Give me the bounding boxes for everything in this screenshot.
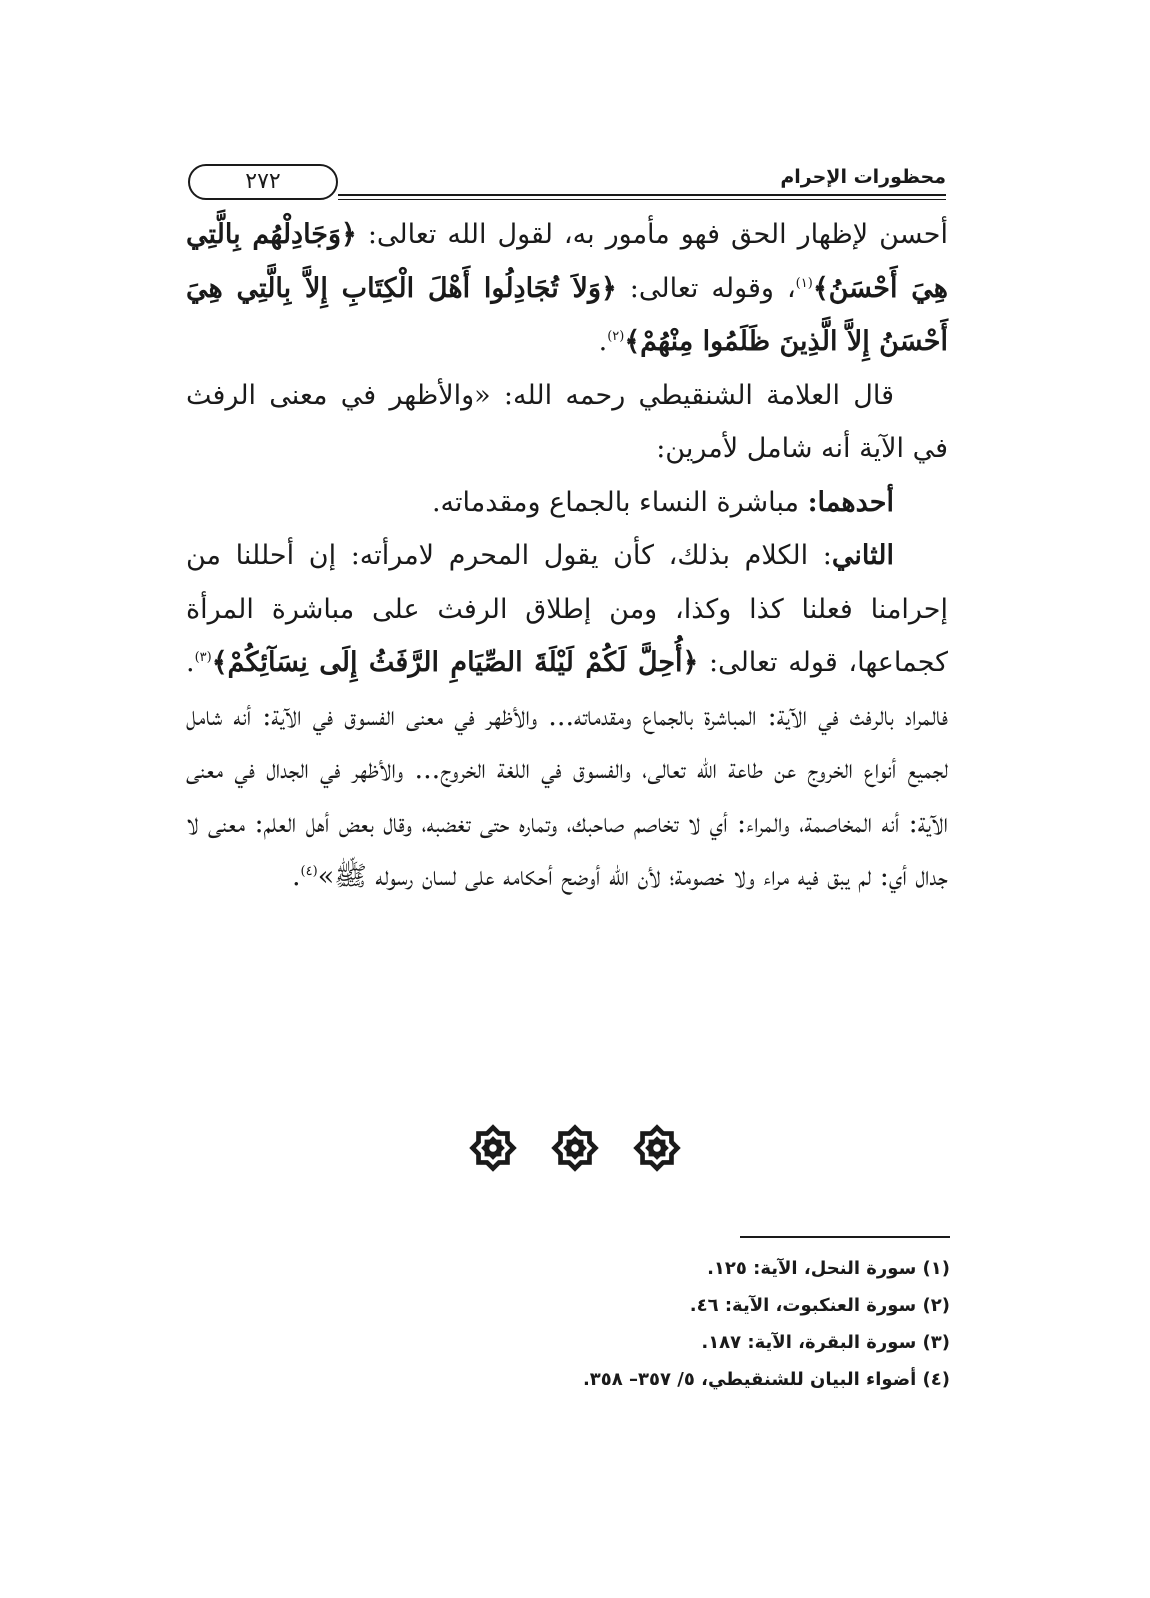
eight-point-star-ornament-icon [465, 1120, 521, 1176]
footnote-2: (٢) سورة العنكبوت، الآية: ٤٦. [689, 1295, 950, 1316]
eight-point-star-ornament-icon [547, 1120, 603, 1176]
body-text [186, 208, 948, 904]
footnotes [350, 1250, 950, 1398]
header-rule-thin [338, 199, 946, 200]
text-run: . فالمراد بالرفث في الآية: المباشرة بالجماع ومقدماته... والأظهر في معنى الفسوق في الآية: أنه شامل لجميع أنواع الخروج عن طاعة الله تعالى، والفسوق في اللغة الخروج... والأظهر في الجدال في معنى الآية: أنه المخاصمة، والمراء: أي لا تخاصم صاحبك، وتماره حتى تغضبه، وقال بعض أهل العلم: معنى لا جدال أي: لم يبق فيه مراء ولا خصومة؛ لأن الله أوضح أحكامه على لسان رسوله ﷺ» [186, 647, 948, 892]
header-rule [338, 194, 946, 196]
text-run: مباشرة النساء بالجماع ومقدماته. [431, 486, 808, 518]
footnote-ref-1[interactable]: (١) [795, 275, 813, 291]
item-label: أحدهما: [807, 486, 894, 518]
quran-quote: ﴿وَلاَ تُجَادِلُوا أَهْلَ الْكِتَابِ إِلاَّ بِالَّتِي هِيَ أَحْسَنُ إِلاَّ الَّذِينَ ظَلَمُوا مِنْهُمْ﴾ [186, 272, 948, 357]
header-title: محظورات الإحرام [780, 166, 946, 188]
paragraph-1 [186, 208, 948, 369]
item-label: الثاني [831, 540, 894, 571]
footnote-1: (١) سورة النحل، الآية: ١٢٥. [707, 1258, 950, 1279]
text-run: أحسن لإظهار الحق فهو مأمور به، لقول الله تعالى: [356, 219, 948, 250]
footnote-4: (٤) أضواء البيان للشنقيطي، ٥/ ٣٥٧– ٣٥٨. [582, 1369, 950, 1390]
footnote-3: (٣) سورة البقرة، الآية: ١٨٧. [701, 1332, 950, 1353]
eight-point-star-ornament-icon [629, 1120, 685, 1176]
page-number: ٢٧٢ [188, 164, 338, 200]
text-run: . [598, 326, 608, 357]
text-run: . [291, 861, 301, 892]
footnote-ref-2[interactable]: (٢) [607, 329, 625, 344]
paragraph-2: قال العلامة الشنقيطي رحمه الله: «والأظهر في معنى الرفث في الآية أنه شامل لأمرين: [186, 379, 948, 464]
text-run: : الكلام بذلك، كأن يقول المحرم لامرأته: إن أحللنا من إحرامنا فعلنا كذا وكذا، ومن إطلاق الرفث على مباشرة المرأة كجماعها، قوله تعالى: [186, 540, 949, 678]
footnote-separator [740, 1236, 950, 1238]
paragraph-3 [186, 476, 948, 530]
footnote-ref-4[interactable]: (٤) [300, 864, 318, 879]
quran-quote: ﴿أُحِلَّ لَكُمْ لَيْلَةَ الصِّيَامِ الرَّفَثُ إِلَى نِسَآئِكُمْ﴾ [211, 647, 699, 678]
section-ornaments [465, 1118, 685, 1178]
paragraph-4 [186, 529, 948, 904]
text-run: ، وقوله تعالى: [616, 272, 796, 304]
running-header [188, 160, 946, 202]
footnote-ref-3[interactable]: (٣) [194, 650, 212, 665]
quran-quote: ﴿وَجَادِلْهُم بِالَّتِي هِيَ أَحْسَنُ﴾ [186, 219, 949, 304]
